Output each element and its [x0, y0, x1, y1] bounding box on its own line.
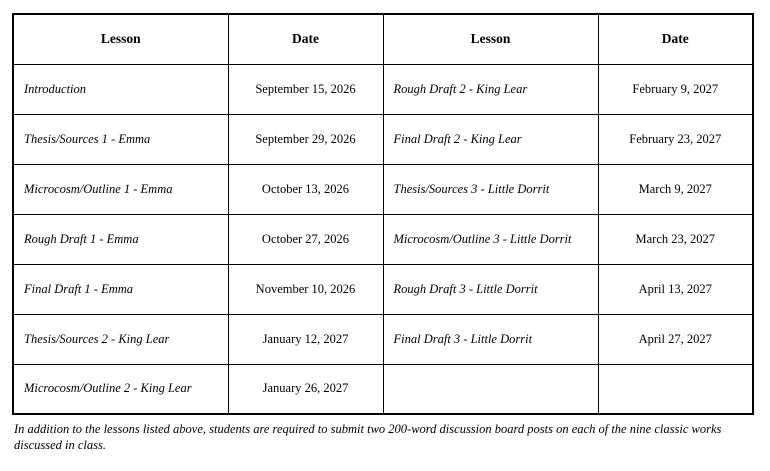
date-cell-right: [598, 364, 753, 414]
header-lesson-right: Lesson: [383, 14, 598, 64]
date-cell-right: April 13, 2027: [598, 264, 753, 314]
lesson-schedule-table: [12, 13, 754, 415]
lesson-cell-right: Rough Draft 3 - Little Dorrit: [383, 264, 598, 314]
table-row: [13, 264, 753, 314]
table-row: [13, 64, 753, 114]
table-header-row: [13, 14, 753, 64]
lesson-cell-left: Microcosm/Outline 2 - King Lear: [13, 364, 228, 414]
lesson-cell-right: [383, 364, 598, 414]
date-cell-right: March 9, 2027: [598, 164, 753, 214]
table-row: [13, 214, 753, 264]
date-cell-left: October 13, 2026: [228, 164, 383, 214]
lesson-cell-left: Thesis/Sources 1 - Emma: [13, 114, 228, 164]
date-cell-right: February 23, 2027: [598, 114, 753, 164]
lesson-cell-left: Final Draft 1 - Emma: [13, 264, 228, 314]
date-cell-left: January 26, 2027: [228, 364, 383, 414]
lesson-cell-right: Rough Draft 2 - King Lear: [383, 64, 598, 114]
table-row: [13, 114, 753, 164]
lesson-cell-right: Final Draft 2 - King Lear: [383, 114, 598, 164]
date-cell-right: February 9, 2027: [598, 64, 753, 114]
lesson-cell-left: Rough Draft 1 - Emma: [13, 214, 228, 264]
table-footnote: In addition to the lessons listed above, students are required to submit two 200-word discussion board posts on each of the nine classic works discussed in class.: [14, 422, 722, 452]
header-lesson-left: Lesson: [13, 14, 228, 64]
lesson-cell-left: Introduction: [13, 64, 228, 114]
date-cell-left: September 15, 2026: [228, 64, 383, 114]
lesson-cell-left: Thesis/Sources 2 - King Lear: [13, 314, 228, 364]
table-row: [13, 314, 753, 364]
table-row: [13, 364, 753, 414]
header-date-left: Date: [228, 14, 383, 64]
date-cell-right: March 23, 2027: [598, 214, 753, 264]
lesson-cell-right: Thesis/Sources 3 - Little Dorrit: [383, 164, 598, 214]
date-cell-left: September 29, 2026: [228, 114, 383, 164]
lesson-cell-left: Microcosm/Outline 1 - Emma: [13, 164, 228, 214]
lesson-cell-right: Microcosm/Outline 3 - Little Dorrit: [383, 214, 598, 264]
table-row: [13, 164, 753, 214]
date-cell-left: January 12, 2027: [228, 314, 383, 364]
header-date-right: Date: [598, 14, 753, 64]
date-cell-right: April 27, 2027: [598, 314, 753, 364]
lesson-cell-right: Final Draft 3 - Little Dorrit: [383, 314, 598, 364]
date-cell-left: October 27, 2026: [228, 214, 383, 264]
date-cell-left: November 10, 2026: [228, 264, 383, 314]
